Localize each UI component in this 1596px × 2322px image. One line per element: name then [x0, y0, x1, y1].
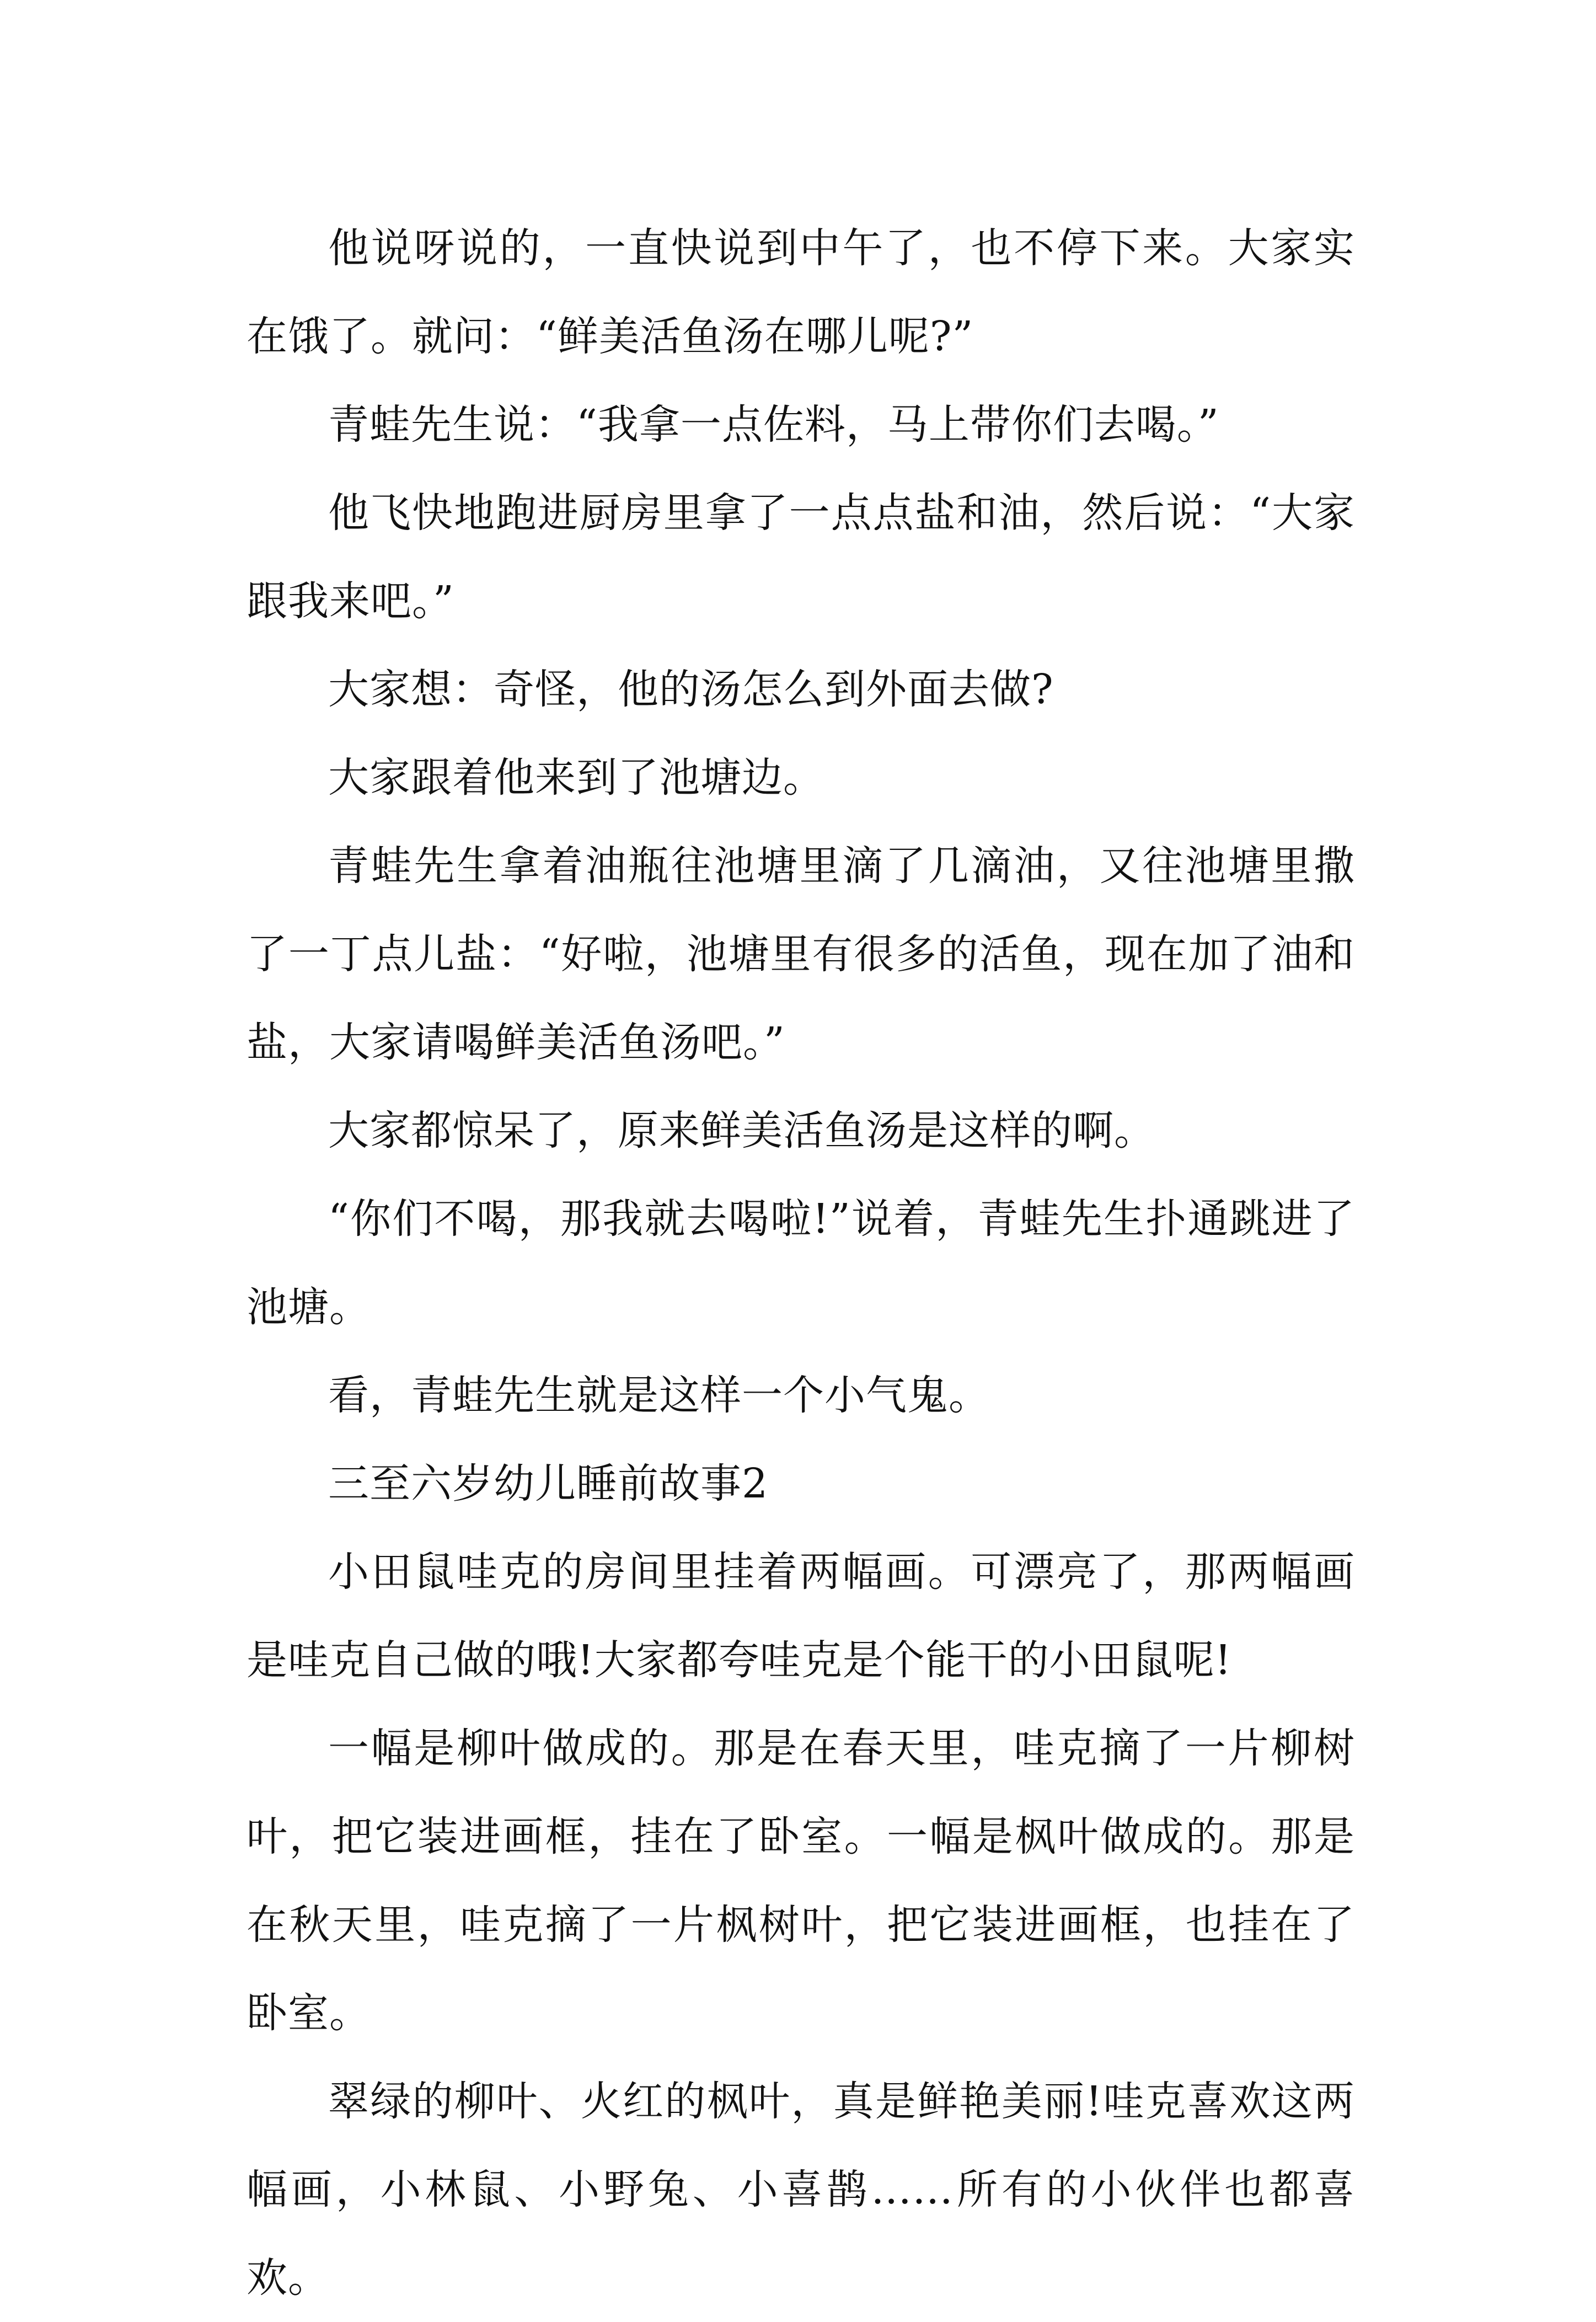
- paragraph: 他飞快地跑进厨房里拿了一点点盐和油，然后说：“大家跟我来吧。”: [247, 489, 1355, 625]
- paragraph: 大家都惊呆了，原来鲜美活鱼汤是这样的啊。: [328, 1107, 1155, 1154]
- paragraph: 一幅是柳叶做成的。那是在春天里，哇克摘了一片柳树叶，把它装进画框，挂在了卧室。一幅是枫叶做成的。那是在秋天里，哇克摘了一片枫树叶，把它装进画框，也挂在了卧室。: [247, 1725, 1355, 2037]
- paragraph: 大家跟着他来到了池塘边。: [328, 754, 824, 801]
- paragraph: 小田鼠哇克的房间里挂着两幅画。可漂亮了，那两幅画是哇克自己做的哦!大家都夸哇克是个能干的小田鼠呢!: [247, 1548, 1355, 1684]
- paragraph: “你们不喝，那我就去喝啦!”说着，青蛙先生扑通跳进了池塘。: [247, 1195, 1355, 1331]
- section-heading: 三至六岁幼儿睡前故事2: [328, 1460, 769, 1507]
- paragraph: 大家想：奇怪，他的汤怎么到外面去做?: [328, 666, 1054, 713]
- paragraph: 看，青蛙先生就是这样一个小气鬼。: [328, 1372, 990, 1419]
- paragraph: 青蛙先生说：“我拿一点佐料，马上带你们去喝。”: [328, 401, 1219, 448]
- paragraph: 翠绿的柳叶、火红的枫叶，真是鲜艳美丽!哇克喜欢这两幅画，小林鼠、小野兔、小喜鹊……所有的小伙伴也都喜欢。: [247, 2078, 1355, 2302]
- paragraph: 青蛙先生拿着油瓶往池塘里滴了几滴油，又往池塘里撒了一丁点儿盐：“好啦，池塘里有很多的活鱼，现在加了油和盐，大家请喝鲜美活鱼汤吧。”: [247, 842, 1355, 1066]
- paragraph: 他说呀说的，一直快说到中午了，也不停下来。大家实在饿了。就问：“鲜美活鱼汤在哪儿呢?”: [247, 224, 1355, 360]
- document-body: [247, 204, 1355, 2322]
